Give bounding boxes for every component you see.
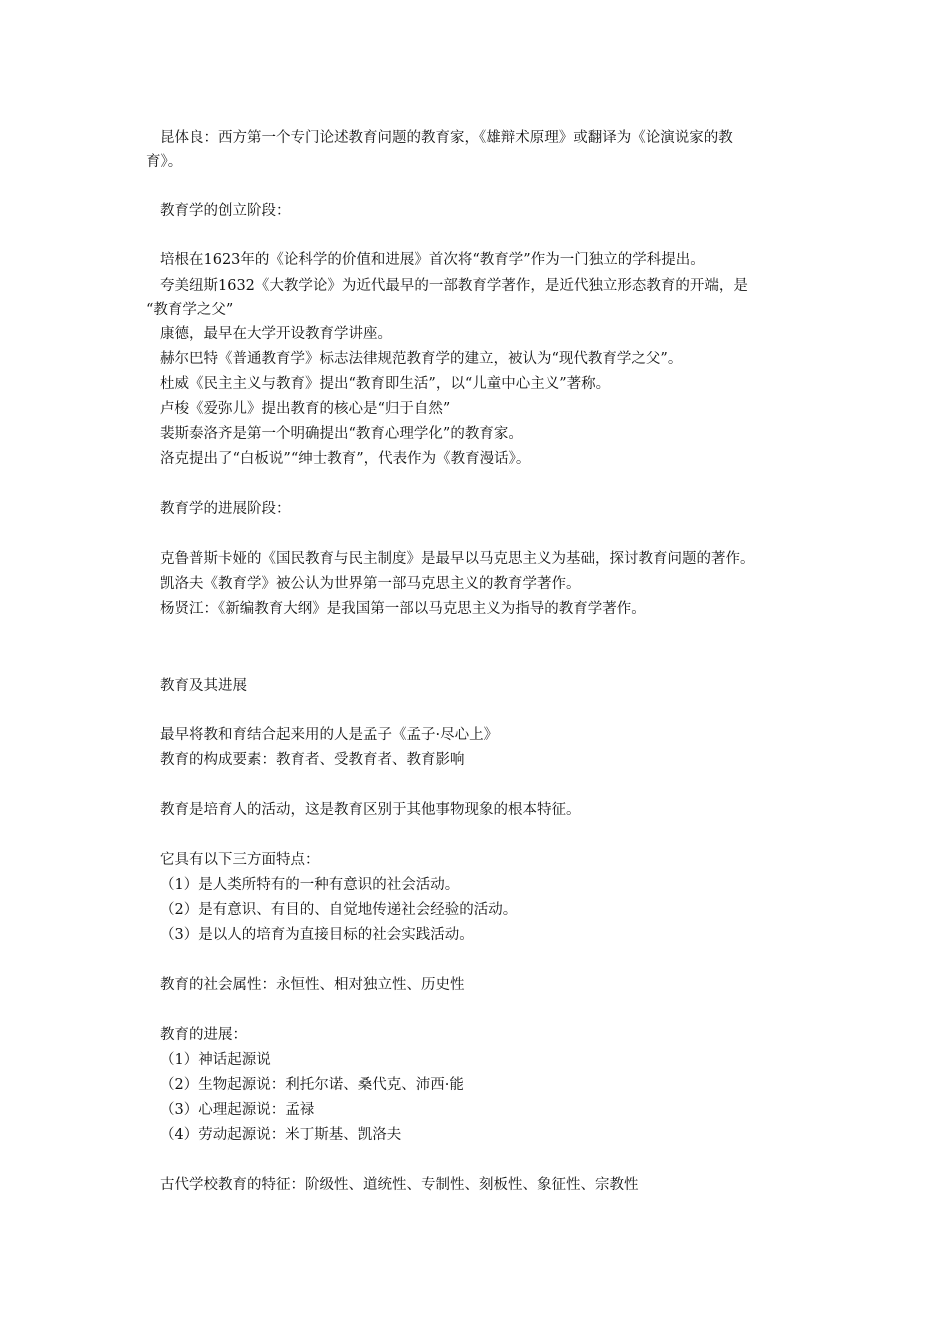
paragraph-dewey: 杜威《民主主义与教育》提出“教育即生活”，以“儿童中心主义”著称。	[160, 376, 611, 392]
heading-education-development: 教育及其进展	[160, 678, 247, 694]
paragraph-quintilian: 昆体良：西方第一个专门论述教育问题的教育家，《雄辩术原理》或翻译为《论演说家的教	[160, 130, 733, 146]
list-item-origin-1: （1）神话起源说	[160, 1052, 271, 1068]
paragraph-social-attributes: 教育的社会属性：永恒性、相对独立性、历史性	[160, 977, 465, 993]
list-item-feature-2: （2）是有意识、有目的、自觉地传递社会经验的活动。	[160, 902, 518, 918]
paragraph-kairov: 凯洛夫《教育学》被公认为世界第一部马克思主义的教育学著作。	[160, 576, 581, 592]
paragraph-comenius: 夸美纽斯1632《大教学论》为近代最早的一部教育学著作，是近代独立形态教育的开端，是	[160, 278, 748, 294]
paragraph-kant: 康德，最早在大学开设教育学讲座。	[160, 326, 392, 342]
paragraph-krupskaya: 克鲁普斯卡娅的《国民教育与民主制度》是最早以马克思主义为基础，探讨教育问题的著作。	[160, 551, 755, 567]
paragraph-pestalozzi: 裴斯泰洛齐是第一个明确提出“教育心理学化”的教育家。	[160, 426, 523, 442]
paragraph-mencius: 最早将教和育结合起来用的人是孟子《孟子·尽心上》	[160, 727, 499, 743]
heading-founding-stage: 教育学的创立阶段：	[160, 203, 291, 219]
paragraph-quintilian-cont: 育》。	[146, 154, 183, 170]
paragraph-ancient-school-features: 古代学校教育的特征：阶级性、道统性、专制性、刻板性、象征性、宗教性	[160, 1177, 639, 1193]
paragraph-herbart: 赫尔巴特《普通教育学》标志法律规范教育学的建立，被认为“现代教育学之父”。	[160, 351, 683, 367]
paragraph-comenius-cont: “教育学之父”	[146, 302, 234, 318]
paragraph-elements: 教育的构成要素：教育者、受教育者、教育影响	[160, 752, 465, 768]
list-item-feature-3: （3）是以人的培育为直接目标的社会实践活动。	[160, 927, 474, 943]
heading-development-stage: 教育学的进展阶段：	[160, 501, 291, 517]
list-item-origin-3: （3）心理起源说：孟禄	[160, 1102, 315, 1118]
list-item-origin-4: （4）劳动起源说：米丁斯基、凯洛夫	[160, 1127, 402, 1143]
paragraph-rousseau: 卢梭《爱弥儿》提出教育的核心是“归于自然”	[160, 401, 451, 417]
list-item-origin-2: （2）生物起源说：利托尔诺、桑代克、沛西·能	[160, 1077, 464, 1093]
paragraph-essence: 教育是培育人的活动，这是教育区别于其他事物现象的根本特征。	[160, 802, 581, 818]
paragraph-locke: 洛克提出了“白板说”“绅士教育”，代表作为《教育漫话》。	[160, 451, 531, 467]
paragraph-features-intro: 它具有以下三方面特点：	[160, 852, 320, 868]
paragraph-yang-xianjiang: 杨贤江：《新编教育大纲》是我国第一部以马克思主义为指导的教育学著作。	[160, 601, 646, 617]
heading-origins: 教育的进展：	[160, 1027, 247, 1043]
list-item-feature-1: （1）是人类所特有的一种有意识的社会活动。	[160, 877, 460, 893]
paragraph-bacon: 培根在1623年的《论科学的价值和进展》首次将“教育学”作为一门独立的学科提出。	[160, 252, 705, 268]
